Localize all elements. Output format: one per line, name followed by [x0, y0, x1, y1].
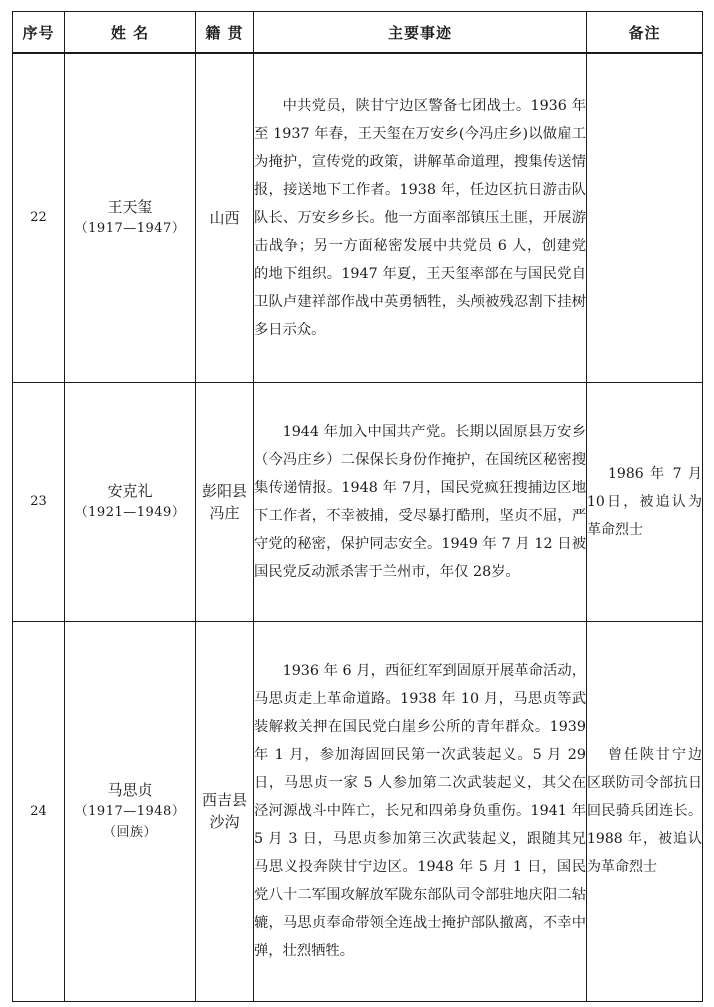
life-dates: （1917—1948）	[74, 803, 186, 819]
ethnicity: （回族）	[102, 824, 157, 840]
header-origin: 籍 贯	[196, 12, 254, 54]
martyrs-table	[12, 11, 703, 1002]
origin-line: 沙沟	[209, 813, 240, 831]
person-name: 马思贞	[107, 780, 153, 799]
remarks-cell	[587, 53, 703, 382]
origin-line: 冯庄	[209, 503, 240, 522]
header-no: 序号	[13, 12, 65, 54]
table-row	[13, 621, 703, 1001]
life-dates: （1921—1949）	[74, 504, 186, 520]
deeds-text: 1936 年 6 月，西征红军到固原开展革命活动，马思贞走上革命道路。1938 年 10 月，马思贞等武装解救关押在国民党白崖乡公所的青年群众。1939 年 1 月，参加海固回民第一次武装起义。5 月 29 日，马思贞一家 5 人参加第二次武装起义，其父在泾河源战斗中阵亡，长兄和四弟身负重伤。1941 年 5 月 3 日，马思贞参加第三次武装起义，跟随其兄马思义投奔陕甘宁边区。1948 年 5 月 1 日，国民党八十二军围攻解放军陇东部队司令部驻地庆阳二轱辘，马思贞奉命带领全连战士掩护部队撤离，不幸中弹，壮烈牺牲。	[254, 663, 586, 959]
header-row	[13, 12, 703, 54]
remarks-cell	[587, 382, 703, 621]
row-number: 24	[13, 621, 65, 1001]
table-row	[13, 53, 703, 382]
table-row	[13, 382, 703, 621]
remarks-cell	[587, 621, 703, 1001]
remarks-text: 曾任陕甘宁边区联防司令部抗日回民骑兵团连长。1988 年，被追认为革命烈士	[587, 747, 702, 875]
person-name: 安克礼	[107, 481, 153, 500]
origin-cell	[196, 53, 254, 382]
deeds-cell	[254, 621, 587, 1001]
name-cell	[65, 382, 196, 621]
origin-line: 西吉县	[201, 791, 247, 809]
origin-cell	[196, 382, 254, 621]
header-deeds: 主要事迹	[254, 12, 587, 54]
person-name: 王天玺	[107, 197, 153, 216]
header-remarks: 备注	[587, 12, 703, 54]
life-dates: （1917—1947）	[74, 220, 186, 236]
origin-line: 山西	[209, 208, 240, 227]
deeds-text: 1944 年加入中国共产党。长期以固原县万安乡（今冯庄乡）二保保长身份作掩护，在国统区秘密搜集传递情报。1948 年 7月，国民党疯狂搜捕边区地下工作者，不幸被捕，受尽暴打酷刑，坚贞不屈，严守党的秘密，保护同志安全。1949 年 7 月 12 日被国民党反动派杀害于兰州市，年仅 28岁。	[254, 423, 586, 580]
origin-cell	[196, 621, 254, 1001]
header-name: 姓 名	[65, 12, 196, 54]
remarks-text: 1986 年 7 月10日，被追认为革命烈士	[587, 465, 702, 538]
row-number: 22	[13, 53, 65, 382]
deeds-text: 中共党员，陕甘宁边区警备七团战士。1936 年至 1937 年春，王天玺在万安乡(今冯庄乡)以做雇工为掩护，宣传党的政策，讲解革命道理，搜集传送情报，接送地下工作者。1938 年，任边区抗日游击队队长、万安乡乡长。他一方面率部镇压土匪，开展游击战争；另一方面秘密发展中共党员 6 人，创建党的地下组织。1947 年夏，王天玺率部在与国民党自卫队卢建祥部作战中英勇牺牲，头颅被残忍割下挂树多日示众。	[254, 97, 586, 338]
name-cell	[65, 621, 196, 1001]
row-number: 23	[13, 382, 65, 621]
deeds-cell	[254, 53, 587, 382]
origin-line: 彭阳县	[201, 481, 247, 500]
name-cell	[65, 53, 196, 382]
deeds-cell	[254, 382, 587, 621]
